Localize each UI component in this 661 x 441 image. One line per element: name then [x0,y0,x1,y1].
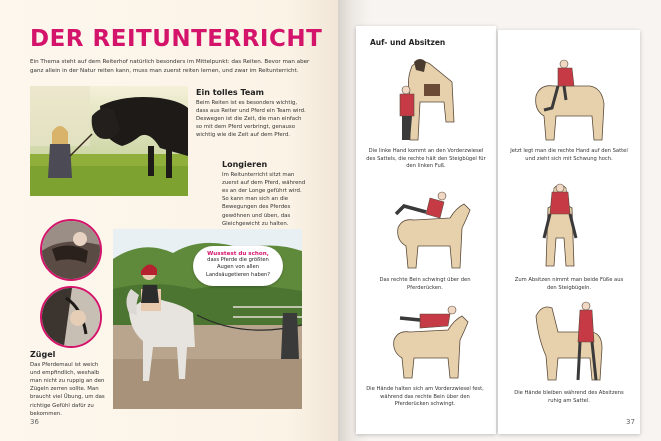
photo-girl-with-horse [30,86,188,196]
text-longieren: Im Reitunterricht sitzt man zuerst auf dem Pferd, während es an der Longe geführt wird. So kann man sich an die Bewegungen des Pferdes gewöhnen und üben, das Gleichgewicht zu halten. [222,172,306,227]
caption-step-5: Die Hände halten sich am Vorderzwiesel fest, während das rechte Bein über den Pferderücken schwingt. [366,386,484,408]
sketch-mounting-step-3 [394,188,474,274]
page-number-right: 37 [626,418,635,426]
heading-team: Ein tolles Team [196,88,265,97]
photo-circle-saddle [40,219,102,281]
intro-text: Ein Thema steht auf dem Reiterhof natürlich besonders im Mittelpunkt: das Reiten. Bevor man aber ganz allein in der Natur reiten kann, muss man zuerst reiten lernen, und zwar im Reitunterricht. [30,59,310,74]
sketch-dismount-step-2 [390,298,472,384]
sketch-mounting-step-2 [530,56,610,146]
info-bubble [193,246,283,286]
caption-step-2: Jetzt legt man die rechte Hand auf den Sattel und zieht sich mit Schwung hoch. [510,148,628,162]
caption-step-1: Die linke Hand kommt an den Vorderzwiesel des Sattels, die rechte hält den Steigbügel für den linken Fuß. [366,148,486,170]
photo-circle-reins [40,286,102,348]
worksheet-title: Auf- und Absitzen [370,38,446,47]
bubble-text: dass Pferde die größten Augen von allen Landsäugetieren haben? [205,257,271,278]
heading-longieren: Longieren [222,160,268,169]
sketch-mounting-step-1 [390,56,460,146]
page-title: DER REITUNTERRICHT [30,26,323,52]
page-number-left: 36 [30,418,39,426]
bubble-heading: Wusstest du schon, [207,251,269,257]
sketch-dismount-step-3 [530,298,612,386]
sketch-dismount-step-1 [538,178,582,274]
heading-zuegel: Zügel [30,350,56,359]
caption-step-6: Die Hände bleiben während des Absitzens ruhig am Sattel. [514,390,624,404]
text-team: Beim Reiten ist es besonders wichtig, dass aus Reiter und Pferd ein Team wird. Deswegen ist die Zeit, die man einfach so mit dem Pferd verbringt, genauso wichtig wie die Zeit auf dem Pferd. [196,100,306,139]
text-zuegel: Das Pferdemaul ist weich und empfindlich, weshalb man nicht zu ruppig an den Zügeln zerren sollte. Man braucht viel Übung, um das richtige Gefühl dafür zu bekommen. [30,362,105,417]
caption-step-4: Zum Absitzen nimmt man beide Füße aus den Steigbügeln. [514,277,624,291]
caption-step-3: Das rechte Bein schwingt über den Pferderücken. [379,277,471,291]
